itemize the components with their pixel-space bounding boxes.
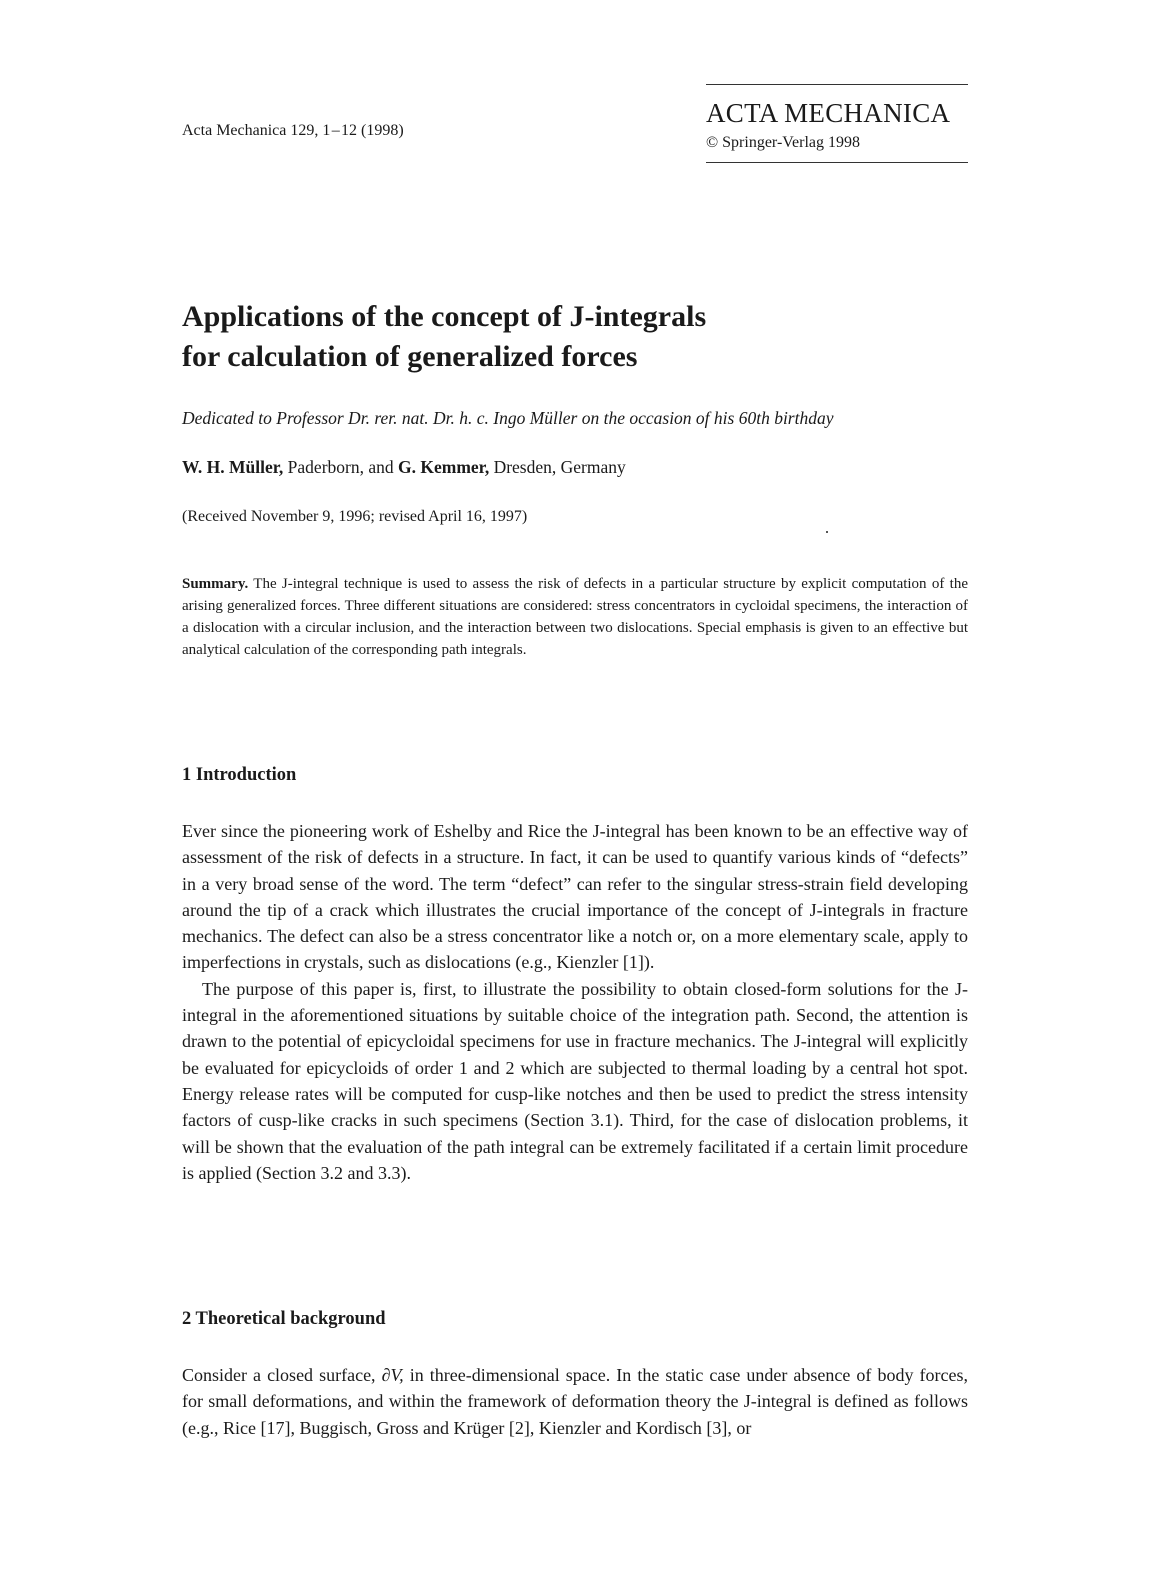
section-2-heading: 2 Theoretical background [182, 1309, 386, 1329]
paragraph: The purpose of this paper is, first, to illustrate the possibility to obtain closed-form solutions for the J-integral in the aforementioned situations by suitable choice of the integration path. Second, the attention is drawn to the potential of epicycloidal specimens for use in fracture mechanics. The J-integral will explicitly be evaluated for epicycloids of order 1 and 2 which are subjected to thermal loading by a central hot spot. Energy release rates will be computed for cusp-like notches and then be used to predict the stress intensity factors of cusp-like cracks in such specimens (Section 3.1). Third, for the case of dislocation problems, it will be shown that the evaluation of the path integral can be extremely facilitated if a certain limit procedure is applied (Section 3.2 and 3.3). [182, 978, 968, 1183]
abstract [182, 573, 968, 661]
author-1: W. H. Müller, [182, 457, 284, 477]
masthead-bottom-rule [706, 162, 968, 163]
paragraph [182, 1362, 968, 1441]
journal-reference: Acta Mechanica 129, 1 – 12 (1998) [182, 122, 404, 139]
stray-mark [826, 531, 828, 533]
title-line-1: Applications of the concept of J-integrals [182, 300, 707, 333]
received-dates: (Received November 9, 1996; revised April 16, 1997) [182, 508, 528, 525]
author-2: G. Kemmer, [398, 457, 490, 477]
section-1-body [182, 818, 968, 1186]
section-2-body [182, 1362, 968, 1441]
summary-label: Summary. [182, 576, 249, 592]
masthead-top-rule [706, 84, 968, 85]
surface-symbol: ∂V, [381, 1365, 404, 1385]
paragraph-text: Consider a closed surface, [182, 1365, 382, 1385]
author-line [182, 457, 626, 478]
section-1-heading: 1 Introduction [182, 765, 297, 785]
journal-name: ACTA MECHANICA [706, 98, 951, 128]
publisher-copyright: © Springer-Verlag 1998 [706, 134, 861, 151]
author-2-affiliation: Dresden, Germany [489, 457, 626, 477]
paper-title [182, 297, 982, 377]
title-line-2: for calculation of generalized forces [182, 340, 638, 373]
summary-text: The J-integral technique is used to assess the risk of defects in a particular structure by explicit computation of the arising generalized forces. Three different situations are considered: stress concentrators in cycloidal specimens, the interaction of a dislocation with a circular inclusion, and the interaction between two dislocations. Special emphasis is given to an effective but analytical calculation of the corresponding path integrals. [182, 576, 968, 658]
author-1-affiliation: Paderborn, and [283, 457, 398, 477]
journal-masthead [706, 84, 968, 163]
paragraph-text: in three-dimensional space. In the static case under absence of body forces, for small deformations, and within the framework of deformation theory the J-integral is defined as follows (e.g., Rice [17], Buggisch, Gross and Krüger [2], Kienzler and Kordisch [3], or [182, 1365, 968, 1438]
paragraph: Ever since the pioneering work of Eshelby and Rice the J-integral has been known to be an effective way of assessment of the risk of defects in a structure. In fact, it can be used to quantify various kinds of “defects” in a very broad sense of the word. The term “defect” can refer to the singular stress-strain field developing around the tip of a crack which illustrates the crucial importance of the concept of J-integrals in fracture mechanics. The defect can also be a stress concentrator like a notch or, on a more elementary scale, apply to imperfections in crystals, such as dislocations (e.g., Kienzler [1]). [182, 821, 968, 973]
dedication: Dedicated to Professor Dr. rer. nat. Dr. h. c. Ingo Müller on the occasion of his 60th birthday [182, 408, 834, 428]
